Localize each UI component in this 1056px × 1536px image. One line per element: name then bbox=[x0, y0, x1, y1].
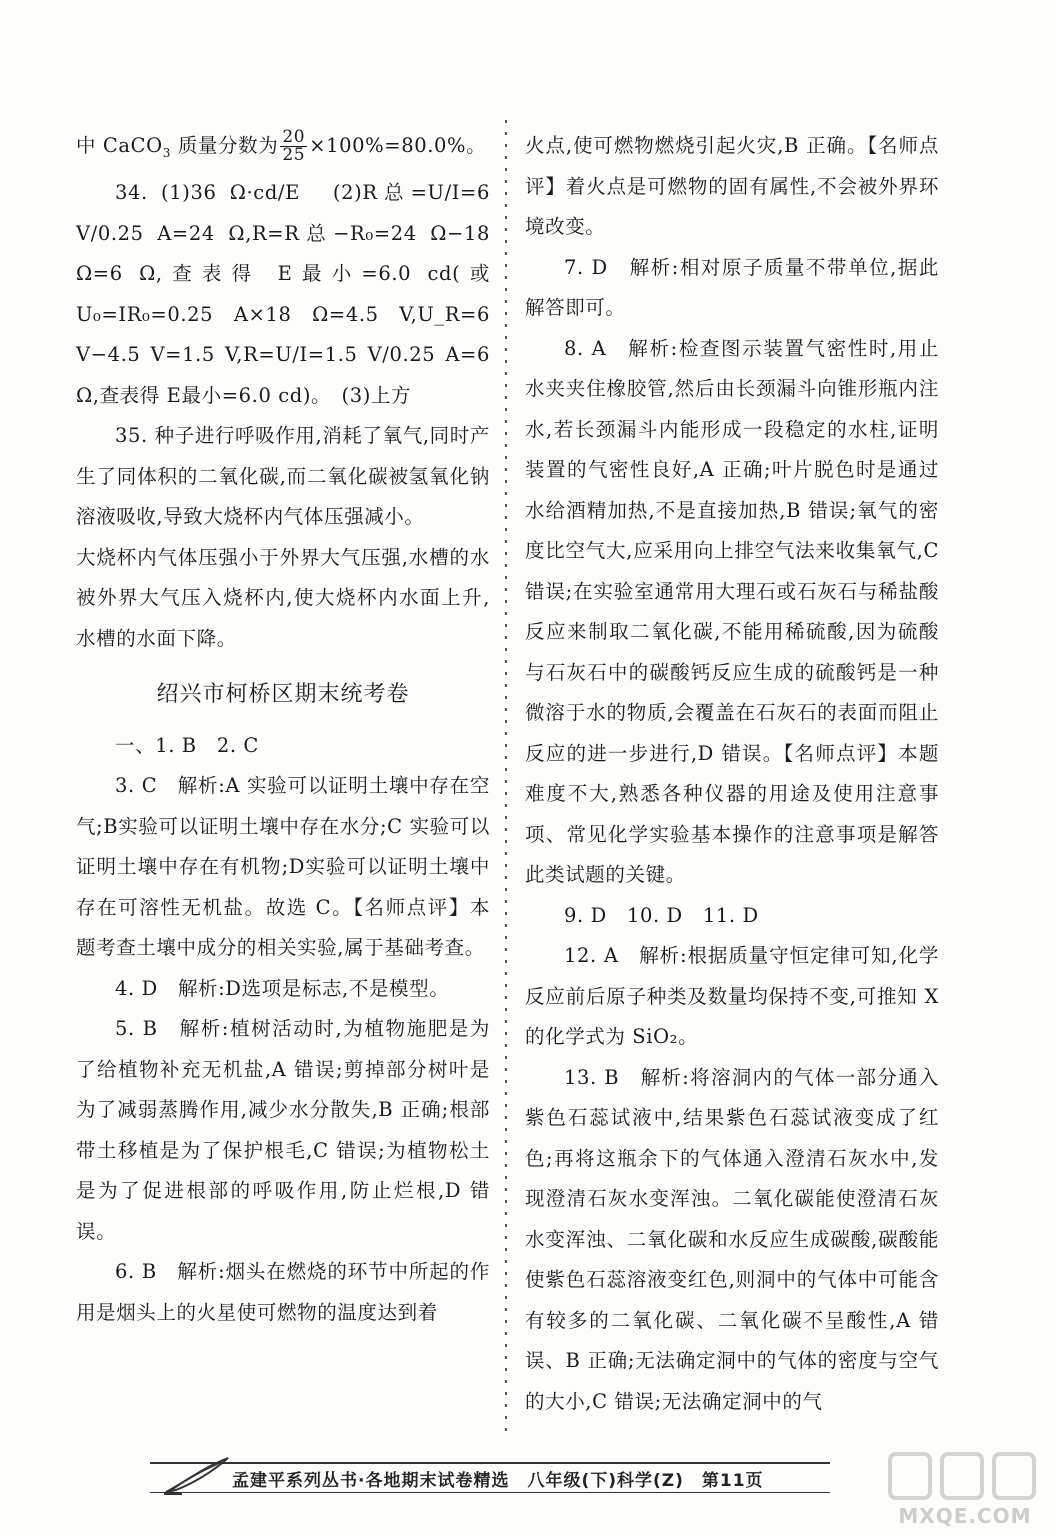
watermark bbox=[880, 1446, 1050, 1534]
right-column bbox=[525, 126, 939, 1422]
feather-logo-icon bbox=[162, 1454, 232, 1498]
answer-9-11: 9. D 10. D 11. D bbox=[564, 903, 759, 927]
answer-35-continued: 大烧杯内气体压强小于外界大气压强,水槽的水被外界大气压入烧杯内,使大烧杯内水面上升,水槽的水面下降。 bbox=[76, 545, 490, 650]
answer-6: 6. B 解析:烟头在燃烧的环节中所起的作用是烟头上的火星使可燃物的温度达到着 bbox=[76, 1260, 490, 1324]
column-divider bbox=[503, 120, 509, 1440]
answer-6-continued: 火点,使可燃物燃烧引起火灾,B 正确。【名师点评】着火点是可燃物的固有属性,不会被外界环境改变。 bbox=[525, 134, 939, 238]
answer-1-2: 一、1. B 2. C bbox=[115, 733, 259, 757]
answer-12: 12. A 解析:根据质量守恒定律可知,化学反应前后原子种类及数量均保持不变,可推知 X 的化学式为 SiO₂。 bbox=[525, 944, 939, 1048]
q33-conclusion: 中 CaCO$_3$ 质量分数为 $\frac{20}{25}$ ×100%=80.0%。 bbox=[76, 127, 487, 165]
answer-8: 8. A 解析:检查图示装置气密性时,用止水夹夹住橡胶管,然后由长颈漏斗向锥形瓶内注水,若长颈漏斗内能形成一段稳定的水柱,证明装置的气密性良好,A 正确;叶片脱色时是通过水给酒精加热,不是直接加热,B 错误;氧气的密度比空气大,应采用向上排空气法来收集氧气,C 错误;在实验室通常用大理石或石灰石与稀盐酸反应来制取二氧化碳,不能用稀硫酸,因为硫酸与石灰石中的碳酸钙反应生成的硫酸钙是一种微溶于水的物质,会覆盖在石灰石的表面而阻止反应的进一步进行,D 错误。【名师点评】本题难度不大,熟悉各种仪器的用途及使用注意事项、常见化学实验基本操作的注意事项是解答此类试题的关键。 bbox=[525, 336, 939, 886]
answer-13: 13. B 解析:将溶洞内的气体一部分通入紫色石蕊试液中,结果紫色石蕊试液变成了红色;再将这瓶余下的气体通入澄清石灰水中,发现澄清石灰水变浑浊。二氧化碳能使澄清石灰水变浑浊、二氧化碳和水反应生成碳酸,碳酸能使紫色石蕊溶液变红色,则洞中的气体中可能含有较多的二氧化碳、二氧化碳不呈酸性,A 错误、B 正确;无法确定洞中的气体的密度与空气的大小,C 错误;无法确定洞中的气 bbox=[525, 1065, 939, 1413]
answer-34: 34. (1)36 Ω·cd/E (2)R总=U/I=6 V/0.25 A=24 Ω,R=R总−R₀=24 Ω−18 Ω=6 Ω,查表得 E最小=6.0 cd(或U₀=IR₀=0.25 A×18 Ω=4.5 V,U_R=6 V−4.5 V=1.5 V,R=U/I=1.5 V/0.25 A=6 Ω,查表得 E最小=6.0 cd)。 (3)上方 bbox=[76, 181, 490, 407]
left-column bbox=[76, 126, 490, 1333]
answer-3: 3. C 解析:A 实验可以证明土壤中存在空气;B实验可以证明土壤中存在水分;C 实验可以证明土壤中存在有机物;D实验可以证明土壤中存在可溶性无机盐。故选 C。【名师点评】本题考查土壤中成分的相关实验,属于基础考查。 bbox=[76, 774, 490, 960]
answer-4: 4. D 解析:D选项是标志,不是模型。 bbox=[115, 976, 450, 1000]
watermark-logo-icon bbox=[880, 1446, 1050, 1506]
answer-5: 5. B 解析:植树活动时,为植物施肥是为了给植物补充无机盐,A 错误;剪掉部分树叶是为了减弱蒸腾作用,减少水分散失,B 正确;根部带土移植是为了保护根毛,C 错误;为植物松土是为了促进根部的呼吸作用,防止烂根,D 错误。 bbox=[76, 1017, 490, 1243]
answer-7: 7. D 解析:相对原子质量不带单位,据此解答即可。 bbox=[525, 255, 939, 319]
footer-text: 孟建平系列丛书·各地期末试卷精选 八年级(下)科学(Z) 第11页 bbox=[232, 1471, 764, 1491]
watermark-text: MXQE.COM bbox=[898, 1504, 1032, 1528]
answer-35: 35. 种子进行呼吸作用,消耗了氧气,同时产生了同体积的二氧化碳,而二氧化碳被氢氧化钠溶液吸收,导致大烧杯内气体压强减小。 bbox=[76, 424, 490, 529]
section-title: 绍兴市柯桥区期末统考卷 bbox=[156, 682, 410, 708]
fraction: $\frac{20}{25}$ bbox=[282, 127, 306, 165]
